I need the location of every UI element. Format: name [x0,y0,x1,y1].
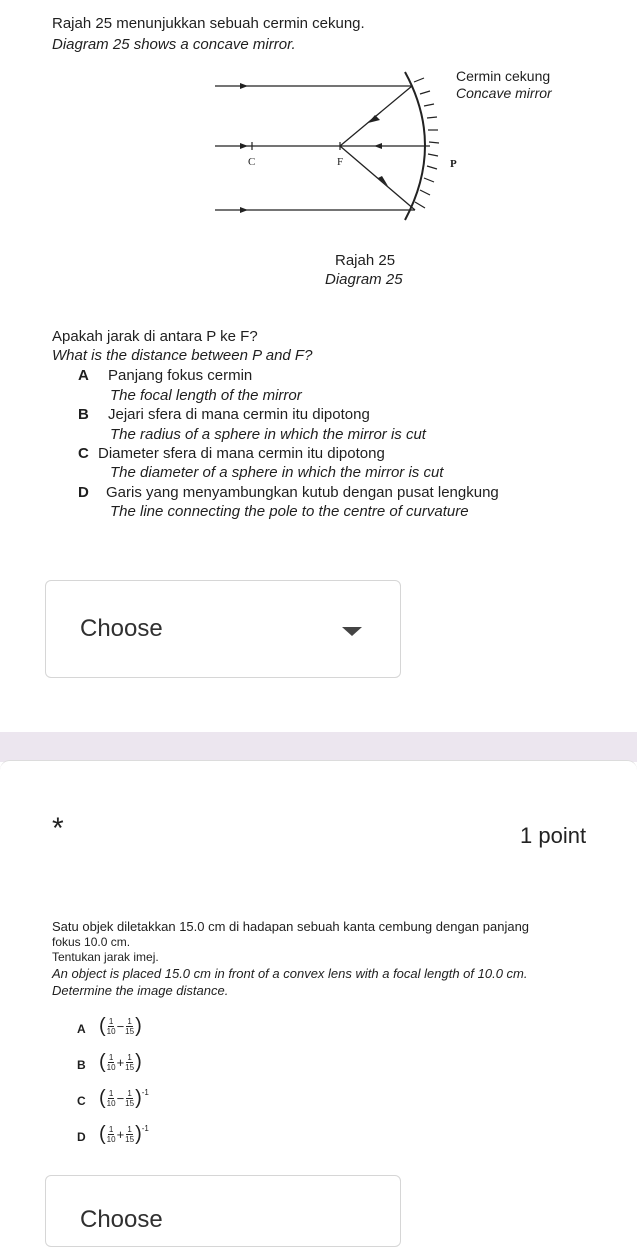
option-d-en: The line connecting the pole to the centre of curvature [110,503,469,520]
q2-text-en-1: An object is placed 15.0 cm in front of a convex lens with a focal length of 10.0 cm. [52,966,528,981]
intro-ms: Rajah 25 menunjukkan sebuah cermin cekung. [52,15,365,32]
q2-option-c-expression: ( $\frac{1}{10}$ − $\frac{1}{15}$ ) -1 [99,1087,149,1109]
q2-option-d-expression: ( $\frac{1}{10}$ + $\frac{1}{15}$ ) -1 [99,1123,149,1145]
point-c-label: C [248,156,256,168]
q2-option-b-expression: ( $\frac{1}{10}$ + $\frac{1}{15}$ ) [99,1051,142,1073]
option-a-en: The focal length of the mirror [110,387,302,404]
dropdown-arrow-icon [342,627,362,636]
diagram-caption-ms: Rajah 25 [335,252,396,269]
point-f-label: F [337,156,344,168]
points-label: 1 point [520,823,587,848]
answer-dropdown-2[interactable] [45,1175,401,1247]
q2-text-ms-2: fokus 10.0 cm. [52,935,131,949]
q2-option-c-letter: C [77,1094,86,1108]
option-b-letter: B [78,406,89,423]
q2-option-a-letter: A [77,1022,86,1036]
answer-dropdown[interactable] [45,580,401,678]
point-p-label: P [450,158,457,170]
q2-option-a-expression: ( $\frac{1}{10}$ − $\frac{1}{15}$ ) [99,1015,142,1037]
option-d-letter: D [78,484,89,501]
option-c-ms: Diameter sfera di mana cermin itu dipotong [98,445,385,462]
q2-text-ms-1: Satu objek diletakkan 15.0 cm di hadapan sebuah kanta cembung dengan panjang [52,919,530,934]
q2-option-b-letter: B [77,1058,86,1072]
option-a-letter: A [78,367,89,384]
mirror-label-ms: Cermin cekung [456,68,551,84]
option-c-en: The diameter of a sphere in which the mirror is cut [110,464,444,481]
diagram-caption-en: Diagram 25 [325,271,403,288]
required-asterisk: * [52,812,64,845]
q2-text-ms-3: Tentukan jarak imej. [52,950,159,964]
option-c-letter: C [78,445,89,462]
mirror-label-en: Concave mirror [456,85,552,101]
option-a-ms: Panjang fokus cermin [108,367,253,384]
q2-text-en-2: Determine the image distance. [52,983,229,998]
option-d-ms: Garis yang menyambungkan kutub dengan pusat lengkung [106,484,499,501]
option-b-en: The radius of a sphere in which the mirror is cut [110,426,426,443]
card-separator [0,732,637,762]
dropdown-label: Choose [80,615,163,642]
bottom-reflected-ray [340,146,415,210]
dropdown-2-label: Choose [80,1206,163,1233]
q2-option-d-letter: D [77,1130,86,1144]
question-en: What is the distance between P and F? [52,347,313,364]
option-b-ms: Jejari sfera di mana cermin itu dipotong [108,406,370,423]
question-ms: Apakah jarak di antara P ke F? [52,328,258,345]
intro-en: Diagram 25 shows a concave mirror. [52,36,296,53]
